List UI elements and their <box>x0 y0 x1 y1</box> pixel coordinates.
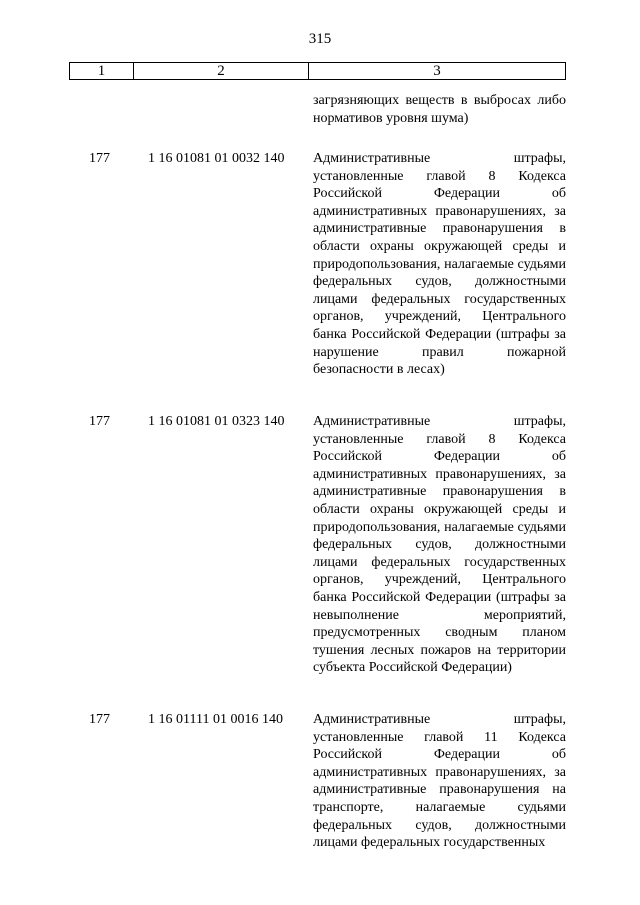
column-header-1: 1 <box>70 63 134 79</box>
row-description: Административные штрафы, установленные главой 11 Кодекса Российской Федерации об административных правонарушениях, за административные правонарушения на транспорте, налагаемые судьями федеральных судов, должностными лицами федеральных государственных <box>313 712 566 851</box>
row-description: Административные штрафы, установленные главой 8 Кодекса Российской Федерации об административных правонарушениях, за административные правонарушения в области охраны окружающей среды и природопользования, налагаемые судьями федеральных судов, должностными лицами федеральных государственных органов, учреждений, Центрального банка Российской Федерации (штрафы за невыполнение мероприятий, предусмотренных сводным планом тушения лесных пожаров на территории субъекта Российской Федерации) <box>313 414 566 676</box>
row-number: 177 <box>89 712 110 727</box>
page-number: 315 <box>308 31 332 47</box>
continuation-text: загрязняющих веществ в выбросах либо нормативов уровня шума) <box>313 93 566 126</box>
classification-code: 1 16 01081 01 0032 140 <box>148 151 285 166</box>
column-header-3: 3 <box>433 63 441 79</box>
column-header-table <box>69 62 566 80</box>
row-number: 177 <box>89 414 110 429</box>
row-number: 177 <box>89 151 110 166</box>
classification-code: 1 16 01111 01 0016 140 <box>148 712 283 727</box>
classification-code: 1 16 01081 01 0323 140 <box>148 414 285 429</box>
row-description: Административные штрафы, установленные главой 8 Кодекса Российской Федерации об административных правонарушениях, за административные правонарушения в области охраны окружающей среды и природопользования, налагаемые судьями федеральных судов, должностными лицами федеральных государственных органов, учреждений, Центрального банка Российской Федерации (штрафы за нарушение правил пожарной безопасности в лесах) <box>313 151 566 378</box>
column-header-2: 2 <box>134 63 309 79</box>
